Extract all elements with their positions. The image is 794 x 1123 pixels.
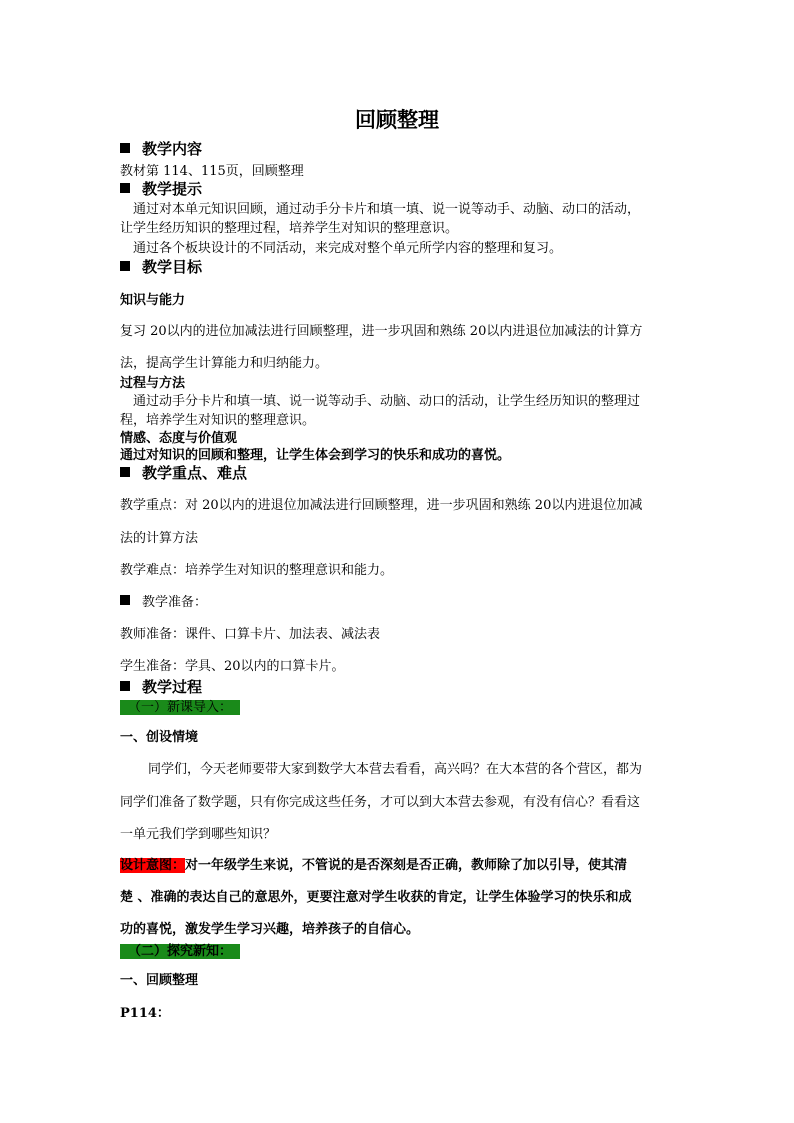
section-heading-goals: 教学目标 — [120, 256, 202, 277]
square-bullet-icon — [120, 183, 130, 193]
design-intent-label: 设计意图： — [120, 858, 186, 873]
intro-text: 一单元我们学到哪些知识？ — [120, 827, 277, 842]
section-heading-content: 教学内容 — [120, 138, 202, 159]
prep-teacher: 教师准备：课件、口算卡片、加法表、减法表 — [120, 627, 381, 642]
square-bullet-icon — [120, 143, 130, 153]
page-title: 回顾整理 — [355, 107, 439, 132]
prep-student: 学生准备：学具、20以内的口算卡片。 — [120, 659, 345, 674]
stage-label: （一）新课导入： — [120, 696, 240, 715]
square-bullet-icon — [120, 595, 130, 605]
tips-line: 通过各个板块设计的不同活动，来完成对整个单元所学内容的整理和复习。 — [133, 241, 563, 256]
content-text: 教材第 114、115页，回顾整理 — [120, 164, 304, 179]
design-intent-text: 楚 、准确的表达自己的意思外，更要注意对学生收获的肯定，让学生体验学习的快乐和成 — [120, 890, 632, 905]
goal-title: 过程与方法 — [120, 376, 186, 391]
stage-label: （二）探究新知： — [120, 940, 240, 959]
tips-line: 让学生经历知识的整理过程，培养学生对知识的整理意识。 — [120, 221, 459, 236]
square-bullet-icon — [120, 467, 130, 477]
page-reference: P114： — [120, 1006, 170, 1021]
key-point-text: 教学重点：对 20以内的进退位加减法进行回顾整理，进一步巩固和熟练 20以内进退位加减 — [120, 498, 643, 513]
key-point-text: 法的计算方法 — [120, 531, 199, 546]
goal-text: 程，培养学生对知识的整理意识。 — [120, 413, 316, 428]
step-title: 一、回顾整理 — [120, 973, 199, 988]
intro-text: 同学们，今天老师要带大家到数学大本营去看看，高兴吗？在大本营的各个营区，都为 — [148, 762, 643, 777]
section-heading-process: 教学过程 — [120, 676, 202, 697]
difficulty-text: 教学难点：培养学生对知识的整理意识和能力。 — [120, 563, 394, 578]
design-intent: 设计意图：对一年级学生来说，不管说的是否深刻是否正确，教师除了加以引导，使其清 — [120, 858, 628, 873]
step-title: 一、创设情境 — [120, 730, 199, 745]
square-bullet-icon — [120, 681, 130, 691]
design-intent-text: 功的喜悦，激发学生学习兴趣，培养孩子的自信心。 — [120, 922, 420, 937]
goal-text: 通过对知识的回顾和整理，让学生体会到学习的快乐和成功的喜悦。 — [120, 448, 511, 463]
intro-text: 同学们准备了数学题，只有你完成这些任务，才可以到大本营去参观，有没有信心？看看这 — [120, 795, 641, 810]
goal-title: 情感、态度与价值观 — [120, 431, 238, 446]
square-bullet-icon — [120, 261, 130, 271]
section-heading-tips: 教学提示 — [120, 178, 202, 199]
goal-text: 通过动手分卡片和填一填、说一说等动手、动脑、动口的活动，让学生经历知识的整理过 — [133, 394, 641, 409]
section-heading-prep: 教学准备： — [120, 591, 207, 610]
tips-line: 通过对本单元知识回顾，通过动手分卡片和填一填、说一说等动手、动脑、动口的活动， — [133, 202, 641, 217]
section-heading-key-points: 教学重点、难点 — [120, 462, 247, 483]
goal-title: 知识与能力 — [120, 293, 186, 308]
goal-text: 法，提高学生计算能力和归纳能力。 — [120, 356, 329, 371]
goal-text: 复习 20以内的进位加减法进行回顾整理，进一步巩固和熟练 20以内进退位加减法的计算方 — [120, 324, 643, 339]
